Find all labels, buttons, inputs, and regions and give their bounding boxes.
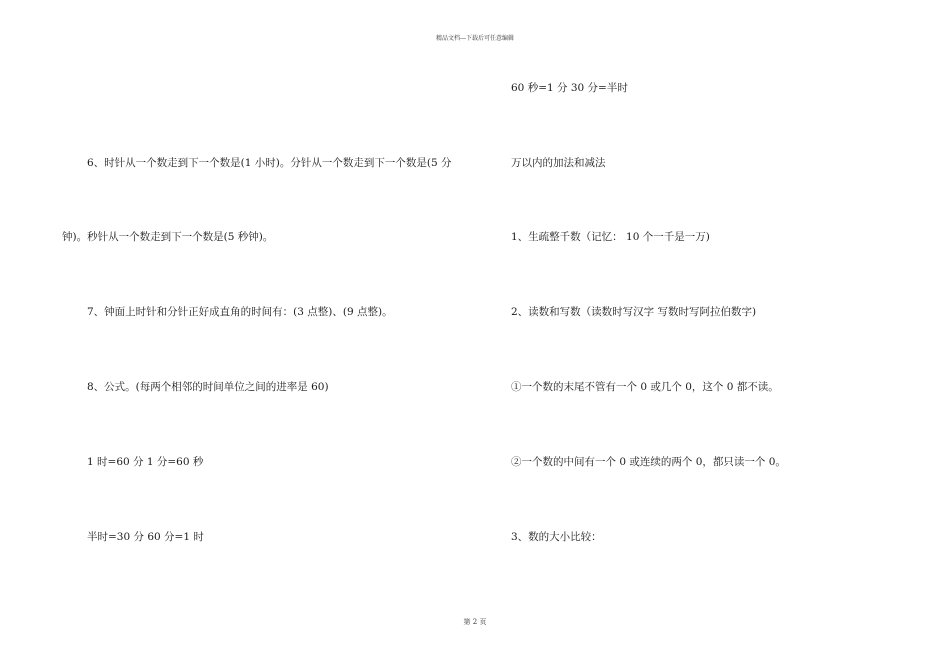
left-line-formula-hour: 1 时=60 分 1 分=60 秒 <box>87 456 204 468</box>
page-header: 精品文档---下载后可任意编辑 <box>435 35 515 42</box>
right-line-rule-1: ①一个数的末尾不管有一个 0 或几个 0，这个 0 都不读。 <box>511 381 779 393</box>
right-line-item-1: 1、生疏整千数（记忆： 10 个一千是一万) <box>511 231 710 243</box>
right-line-formula-seconds: 60 秒=1 分 30 分=半时 <box>511 82 628 94</box>
right-line-item-2: 2、读数和写数（读数时写汉字 写数时写阿拉伯数字) <box>511 306 757 318</box>
right-line-rule-2: ②一个数的中间有一个 0 或连续的两个 0，都只读一个 0。 <box>511 456 786 468</box>
left-line-q6-part2: 钟)。秒针从一个数走到下一个数是(5 秒钟)。 <box>62 231 274 243</box>
right-line-section-title: 万以内的加法和减法 <box>511 157 606 169</box>
left-line-q7: 7、钟面上时针和分针正好成直角的时间有：(3 点整)、(9 点整)。 <box>87 306 393 318</box>
left-line-q6-part1: 6、时针从一个数走到下一个数是(1 小时)。分针从一个数走到下一个数是(5 分 <box>87 157 452 169</box>
left-line-q8: 8、公式。(每两个相邻的时间单位之间的进率是 60) <box>87 381 329 393</box>
page-footer: 第 2 页 <box>463 618 487 626</box>
left-line-formula-halfhour: 半时=30 分 60 分=1 时 <box>87 531 204 543</box>
right-line-item-3: 3、数的大小比较： <box>511 531 602 543</box>
